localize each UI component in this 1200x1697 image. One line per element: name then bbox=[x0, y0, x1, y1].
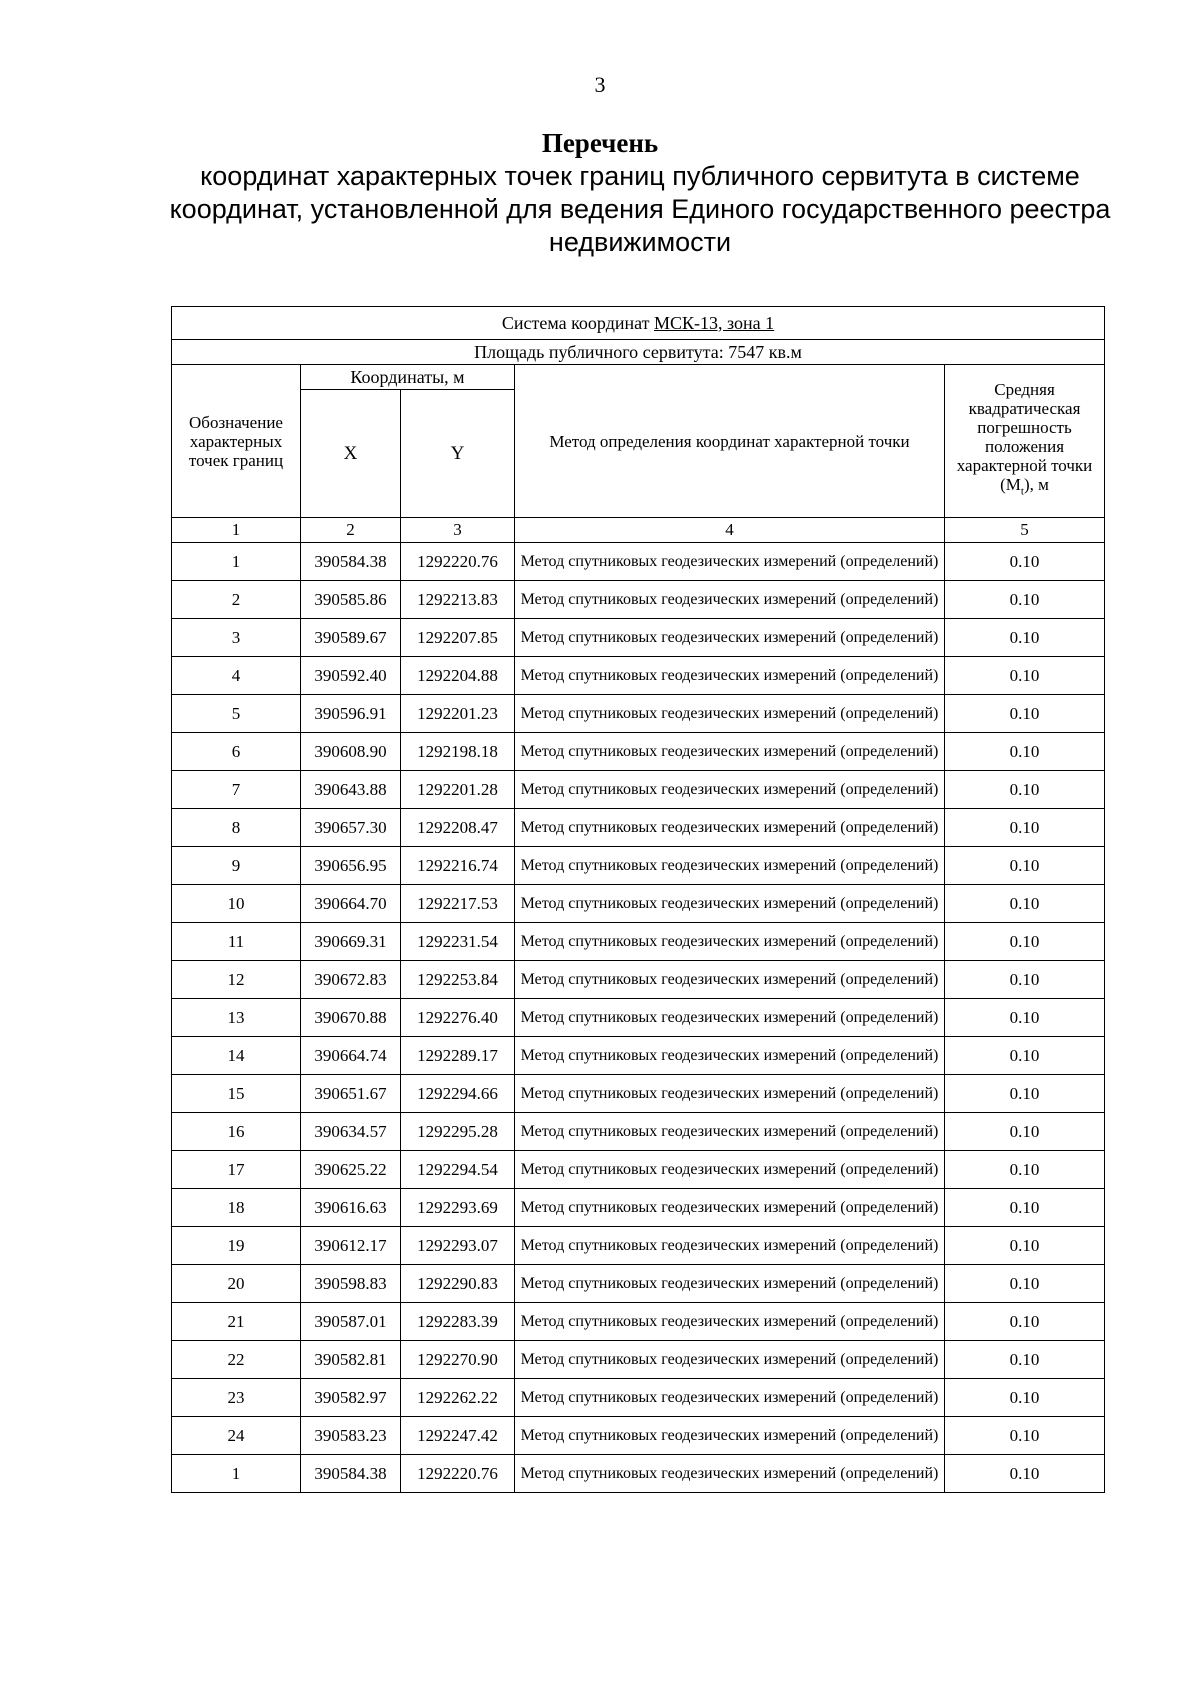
table-row bbox=[172, 581, 1105, 619]
y-cell: 1292217.53 bbox=[401, 885, 515, 923]
point-cell: 6 bbox=[172, 733, 301, 771]
column-number: 2 bbox=[301, 518, 401, 543]
y-cell: 1292201.28 bbox=[401, 771, 515, 809]
x-cell: 390587.01 bbox=[301, 1303, 401, 1341]
method-cell: Метод спутниковых геодезических измерений (определений) bbox=[515, 847, 945, 885]
header-rms-sub: t bbox=[1020, 485, 1024, 498]
table-row bbox=[172, 695, 1105, 733]
rms-cell: 0.10 bbox=[945, 1455, 1105, 1493]
area-label: Площадь публичного сервитута: 7547 кв.м bbox=[172, 340, 1105, 365]
point-cell: 24 bbox=[172, 1417, 301, 1455]
rms-cell: 0.10 bbox=[945, 1075, 1105, 1113]
table-row bbox=[172, 885, 1105, 923]
table-row bbox=[172, 999, 1105, 1037]
area-row bbox=[172, 340, 1105, 365]
table-row bbox=[172, 923, 1105, 961]
method-cell: Метод спутниковых геодезических измерений (определений) bbox=[515, 1417, 945, 1455]
coordinate-system-label: Система координат bbox=[501, 312, 655, 333]
header-method: Метод определения координат характерной точки bbox=[515, 365, 945, 518]
x-cell: 390625.22 bbox=[301, 1151, 401, 1189]
y-cell: 1292220.76 bbox=[401, 1455, 515, 1493]
rms-cell: 0.10 bbox=[945, 999, 1105, 1037]
x-cell: 390664.74 bbox=[301, 1037, 401, 1075]
point-cell: 2 bbox=[172, 581, 301, 619]
rms-cell: 0.10 bbox=[945, 695, 1105, 733]
x-cell: 390584.38 bbox=[301, 1455, 401, 1493]
x-cell: 390664.70 bbox=[301, 885, 401, 923]
table-row bbox=[172, 809, 1105, 847]
column-number-row bbox=[172, 518, 1105, 543]
x-cell: 390583.23 bbox=[301, 1417, 401, 1455]
y-cell: 1292293.69 bbox=[401, 1189, 515, 1227]
rms-cell: 0.10 bbox=[945, 961, 1105, 999]
point-cell: 22 bbox=[172, 1341, 301, 1379]
rms-cell: 0.10 bbox=[945, 885, 1105, 923]
header-point: Обозначение характерных точек границ bbox=[172, 365, 301, 518]
coordinate-system-row bbox=[172, 307, 1105, 340]
x-cell: 390582.81 bbox=[301, 1341, 401, 1379]
method-cell: Метод спутниковых геодезических измерений (определений) bbox=[515, 657, 945, 695]
y-cell: 1292270.90 bbox=[401, 1341, 515, 1379]
table-row bbox=[172, 1303, 1105, 1341]
point-cell: 21 bbox=[172, 1303, 301, 1341]
x-cell: 390582.97 bbox=[301, 1379, 401, 1417]
rms-cell: 0.10 bbox=[945, 809, 1105, 847]
header-rms-main: Средняя квадратическая погрешность положения характерной точки (M bbox=[956, 380, 1093, 495]
point-cell: 11 bbox=[172, 923, 301, 961]
method-cell: Метод спутниковых геодезических измерений (определений) bbox=[515, 1037, 945, 1075]
y-cell: 1292216.74 bbox=[401, 847, 515, 885]
x-cell: 390643.88 bbox=[301, 771, 401, 809]
table-row bbox=[172, 961, 1105, 999]
rms-cell: 0.10 bbox=[945, 1113, 1105, 1151]
document-title: Перечень bbox=[541, 128, 659, 158]
header-x: X bbox=[301, 390, 401, 518]
point-cell: 1 bbox=[172, 1455, 301, 1493]
x-cell: 390596.91 bbox=[301, 695, 401, 733]
y-cell: 1292276.40 bbox=[401, 999, 515, 1037]
method-cell: Метод спутниковых геодезических измерений (определений) bbox=[515, 1379, 945, 1417]
page-number: 3 bbox=[594, 72, 606, 97]
x-cell: 390608.90 bbox=[301, 733, 401, 771]
table-row bbox=[172, 619, 1105, 657]
method-cell: Метод спутниковых геодезических измерений (определений) bbox=[515, 733, 945, 771]
y-cell: 1292208.47 bbox=[401, 809, 515, 847]
x-cell: 390589.67 bbox=[301, 619, 401, 657]
y-cell: 1292262.22 bbox=[401, 1379, 515, 1417]
y-cell: 1292207.85 bbox=[401, 619, 515, 657]
method-cell: Метод спутниковых геодезических измерений (определений) bbox=[515, 961, 945, 999]
coordinate-system-value: МСК-13, зона 1 bbox=[654, 312, 775, 333]
table-row bbox=[172, 1189, 1105, 1227]
point-cell: 3 bbox=[172, 619, 301, 657]
point-cell: 4 bbox=[172, 657, 301, 695]
point-cell: 7 bbox=[172, 771, 301, 809]
point-cell: 16 bbox=[172, 1113, 301, 1151]
method-cell: Метод спутниковых геодезических измерений (определений) bbox=[515, 999, 945, 1037]
header-row-1 bbox=[172, 365, 1105, 390]
x-cell: 390592.40 bbox=[301, 657, 401, 695]
point-cell: 20 bbox=[172, 1265, 301, 1303]
method-cell: Метод спутниковых геодезических измерений (определений) bbox=[515, 809, 945, 847]
rms-cell: 0.10 bbox=[945, 619, 1105, 657]
method-cell: Метод спутниковых геодезических измерений (определений) bbox=[515, 1265, 945, 1303]
y-cell: 1292198.18 bbox=[401, 733, 515, 771]
rms-cell: 0.10 bbox=[945, 581, 1105, 619]
point-cell: 18 bbox=[172, 1189, 301, 1227]
table-row bbox=[172, 1037, 1105, 1075]
method-cell: Метод спутниковых геодезических измерений (определений) bbox=[515, 923, 945, 961]
x-cell: 390651.67 bbox=[301, 1075, 401, 1113]
rms-cell: 0.10 bbox=[945, 1037, 1105, 1075]
x-cell: 390657.30 bbox=[301, 809, 401, 847]
y-cell: 1292294.66 bbox=[401, 1075, 515, 1113]
rms-cell: 0.10 bbox=[945, 543, 1105, 581]
method-cell: Метод спутниковых геодезических измерений (определений) bbox=[515, 1227, 945, 1265]
rms-cell: 0.10 bbox=[945, 1189, 1105, 1227]
y-cell: 1292204.88 bbox=[401, 657, 515, 695]
rms-cell: 0.10 bbox=[945, 1379, 1105, 1417]
method-cell: Метод спутниковых геодезических измерений (определений) bbox=[515, 1341, 945, 1379]
rms-cell: 0.10 bbox=[945, 1341, 1105, 1379]
point-cell: 17 bbox=[172, 1151, 301, 1189]
x-cell: 390612.17 bbox=[301, 1227, 401, 1265]
header-y: Y bbox=[401, 390, 515, 518]
table-row bbox=[172, 543, 1105, 581]
table-row bbox=[172, 1113, 1105, 1151]
point-cell: 14 bbox=[172, 1037, 301, 1075]
y-cell: 1292213.83 bbox=[401, 581, 515, 619]
table-row bbox=[172, 1379, 1105, 1417]
header-rms-tail: ), м bbox=[1023, 475, 1049, 495]
point-cell: 1 bbox=[172, 543, 301, 581]
coordinates-table bbox=[171, 306, 1105, 1493]
point-cell: 23 bbox=[172, 1379, 301, 1417]
rms-cell: 0.10 bbox=[945, 1151, 1105, 1189]
table-row bbox=[172, 771, 1105, 809]
rms-cell: 0.10 bbox=[945, 1227, 1105, 1265]
column-number: 1 bbox=[172, 518, 301, 543]
method-cell: Метод спутниковых геодезических измерений (определений) bbox=[515, 1189, 945, 1227]
x-cell: 390585.86 bbox=[301, 581, 401, 619]
method-cell: Метод спутниковых геодезических измерений (определений) bbox=[515, 771, 945, 809]
table-row bbox=[172, 847, 1105, 885]
table-row bbox=[172, 657, 1105, 695]
x-cell: 390669.31 bbox=[301, 923, 401, 961]
header-coords: Координаты, м bbox=[301, 365, 515, 390]
y-cell: 1292293.07 bbox=[401, 1227, 515, 1265]
document-subtitle: координат характерных точек границ публичного сервитута в системе координат, установленной для ведения Единого государственного реестра недвижимости bbox=[169, 161, 1111, 257]
y-cell: 1292247.42 bbox=[401, 1417, 515, 1455]
point-cell: 10 bbox=[172, 885, 301, 923]
y-cell: 1292231.54 bbox=[401, 923, 515, 961]
method-cell: Метод спутниковых геодезических измерений (определений) bbox=[515, 885, 945, 923]
point-cell: 19 bbox=[172, 1227, 301, 1265]
rms-cell: 0.10 bbox=[945, 771, 1105, 809]
column-number: 3 bbox=[401, 518, 515, 543]
x-cell: 390656.95 bbox=[301, 847, 401, 885]
method-cell: Метод спутниковых геодезических измерений (определений) bbox=[515, 695, 945, 733]
point-cell: 8 bbox=[172, 809, 301, 847]
point-cell: 5 bbox=[172, 695, 301, 733]
table-row bbox=[172, 1341, 1105, 1379]
rms-cell: 0.10 bbox=[945, 847, 1105, 885]
rms-cell: 0.10 bbox=[945, 1417, 1105, 1455]
column-number: 5 bbox=[945, 518, 1105, 543]
y-cell: 1292295.28 bbox=[401, 1113, 515, 1151]
table-row bbox=[172, 1455, 1105, 1493]
y-cell: 1292283.39 bbox=[401, 1303, 515, 1341]
method-cell: Метод спутниковых геодезических измерений (определений) bbox=[515, 1303, 945, 1341]
method-cell: Метод спутниковых геодезических измерений (определений) bbox=[515, 1075, 945, 1113]
rms-cell: 0.10 bbox=[945, 657, 1105, 695]
rms-cell: 0.10 bbox=[945, 1303, 1105, 1341]
y-cell: 1292294.54 bbox=[401, 1151, 515, 1189]
method-cell: Метод спутниковых геодезических измерений (определений) bbox=[515, 619, 945, 657]
table-row bbox=[172, 1265, 1105, 1303]
y-cell: 1292290.83 bbox=[401, 1265, 515, 1303]
x-cell: 390584.38 bbox=[301, 543, 401, 581]
rms-cell: 0.10 bbox=[945, 733, 1105, 771]
table-row bbox=[172, 733, 1105, 771]
method-cell: Метод спутниковых геодезических измерений (определений) bbox=[515, 581, 945, 619]
point-cell: 15 bbox=[172, 1075, 301, 1113]
y-cell: 1292289.17 bbox=[401, 1037, 515, 1075]
x-cell: 390670.88 bbox=[301, 999, 401, 1037]
method-cell: Метод спутниковых геодезических измерений (определений) bbox=[515, 543, 945, 581]
x-cell: 390616.63 bbox=[301, 1189, 401, 1227]
point-cell: 12 bbox=[172, 961, 301, 999]
table-row bbox=[172, 1075, 1105, 1113]
point-cell: 13 bbox=[172, 999, 301, 1037]
y-cell: 1292201.23 bbox=[401, 695, 515, 733]
method-cell: Метод спутниковых геодезических измерений (определений) bbox=[515, 1113, 945, 1151]
method-cell: Метод спутниковых геодезических измерений (определений) bbox=[515, 1151, 945, 1189]
table-row bbox=[172, 1151, 1105, 1189]
rms-cell: 0.10 bbox=[945, 1265, 1105, 1303]
method-cell: Метод спутниковых геодезических измерений (определений) bbox=[515, 1455, 945, 1493]
y-cell: 1292253.84 bbox=[401, 961, 515, 999]
x-cell: 390634.57 bbox=[301, 1113, 401, 1151]
column-number: 4 bbox=[515, 518, 945, 543]
rms-cell: 0.10 bbox=[945, 923, 1105, 961]
point-cell: 9 bbox=[172, 847, 301, 885]
y-cell: 1292220.76 bbox=[401, 543, 515, 581]
table-row bbox=[172, 1227, 1105, 1265]
x-cell: 390672.83 bbox=[301, 961, 401, 999]
table-row bbox=[172, 1417, 1105, 1455]
header-rms bbox=[945, 365, 1105, 518]
x-cell: 390598.83 bbox=[301, 1265, 401, 1303]
